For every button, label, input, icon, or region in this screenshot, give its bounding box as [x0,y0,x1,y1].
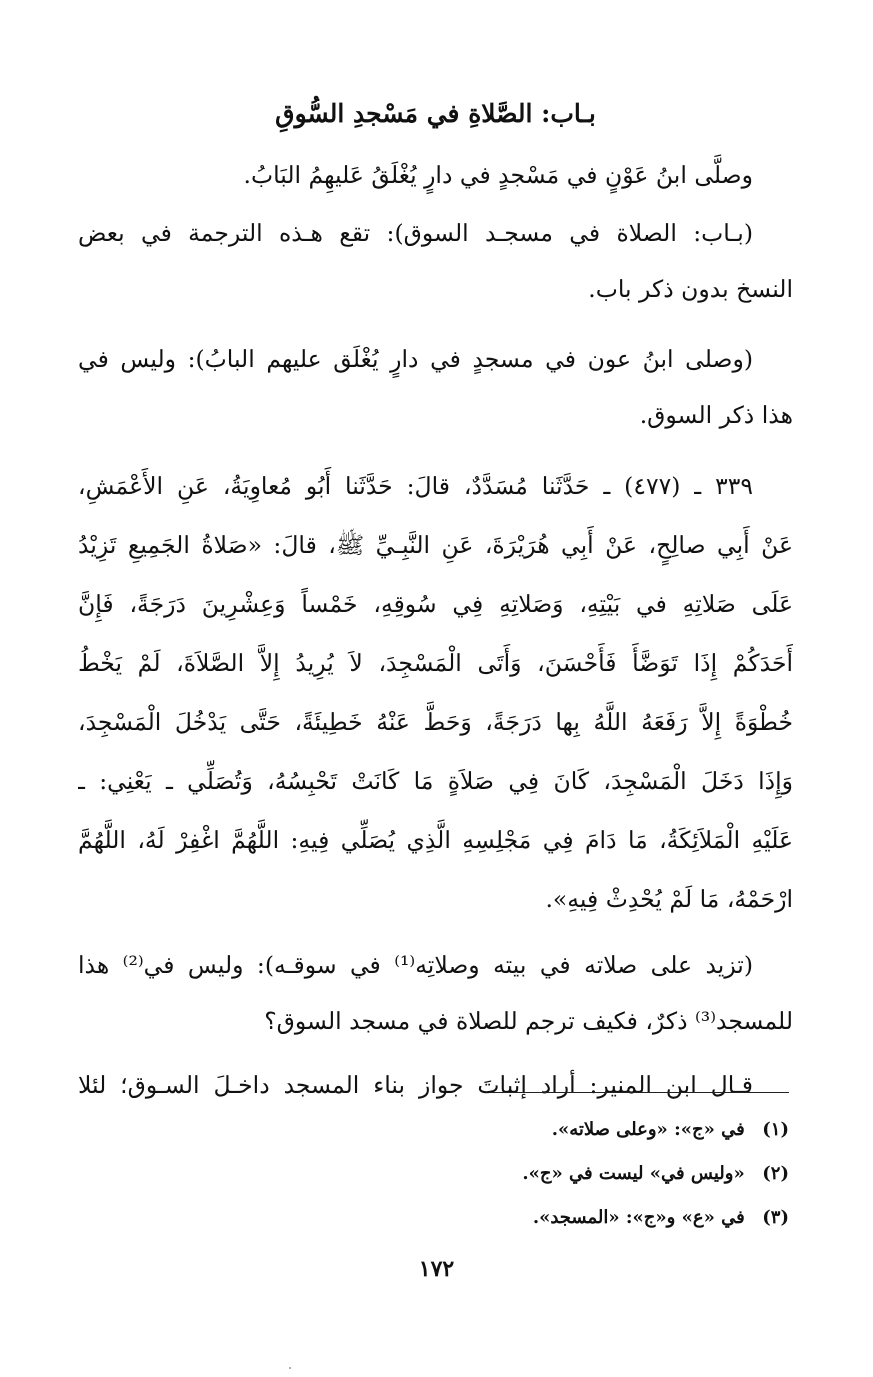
text-line: قـال ابن المنير: أراد إثباتَ جواز بناء المسجد داخـلَ السـوق؛ لئلا [78,1071,753,1099]
hadith-line: عَلَيْهِ الْمَلاَئِكَةُ، مَا دَامَ فِي مَجْلِسِهِ الَّذِي يُصَلِّي فِيهِ: اللَّهُمَّ اغْفِرْ لَهُ، اللَّهُمَّ [78,826,793,854]
text-line: (تزيد على صلاته في بيته وصلاتِه⁽¹⁾ في سوقـه): وليس في⁽²⁾ هذا [78,951,754,979]
footnote-number: (٢) [762,1163,789,1184]
hadith-line: عَلَى صَلاتِهِ في بَيْتِهِ، وَصَلاتِهِ فِي سُوقِهِ، خَمْساً وَعِشْرِينَ دَرَجَةً، فَإِنَّ [78,590,793,618]
footnote-number: (٣) [762,1207,789,1228]
text-line: (بـاب: الصلاة في مسجـد السوق): تقع هـذه الترجمة في بعض [78,219,753,247]
hadith-line: عَنْ أَبِي صالِحٍ، عَنْ أَبِي هُرَيْرَةَ، عَنِ النَّبِـيِّ ﷺ، قالَ: «صَلاةُ الجَمِيعِ تَزِيْدُ [78,531,793,559]
text-line: للمسجد⁽³⁾ ذكرٌ، فكيف ترجم للصلاة في مسجد السوق؟ [264,1007,793,1035]
text-line: وصلَّى ابنُ عَوْنٍ في مَسْجدٍ في دارٍ يُغْلَقُ عَليهِمُ البَابُ. [243,161,753,189]
speck-mark [289,1367,291,1369]
footnote-1 [389,1108,789,1152]
text-line: النسخ بدون ذكر باب. [588,275,793,303]
page-number: ١٧٢ [418,1256,455,1282]
hadith-line: أَحَدَكُمْ إِذَا تَوَضَّأَ فَأَحْسَنَ، وَأَتَى الْمَسْجِدَ، لاَ يُرِيدُ إِلاَّ الصَّلاَةَ، لَمْ يَخْطُ [78,649,793,677]
footnote-text: في «ج»: «وعلى صلاته». [551,1119,745,1140]
text-line: (وصلى ابنُ عون في مسجدٍ في دارٍ يُغْلَق عليهم البابُ): وليس في [78,345,753,373]
hadith-line: وَإِذَا دَخَلَ الْمَسْجِدَ، كَانَ فِي صَلاَةٍ مَا كَانَتْ تَحْبِسُهُ، وَتُصَلِّي ـ يَعْنِي: ـ [78,767,793,795]
page-body [78,90,793,1113]
footnotes [389,1108,789,1240]
footnote-2 [389,1152,789,1196]
text-line: هذا ذكر السوق. [639,401,793,429]
footnote-text: «وليس في» ليست في «ج». [522,1163,745,1184]
hadith-line: خُطْوَةً إِلاَّ رَفَعَهُ اللَّهُ بِها دَرَجَةً، وَحَطَّ عَنْهُ خَطِيئَةً، حَتَّى يَدْخُلَ الْمَسْجِدَ، [78,708,793,736]
footnote-3 [389,1196,789,1240]
chapter-heading: بـاب: الصَّلاةِ في مَسْجدِ السُّوقِ [275,99,596,128]
footnote-number: (١) [762,1119,789,1140]
hadith-line: ٣٣٩ ـ (٤٧٧) ـ حَدَّثَنا مُسَدَّدٌ، قالَ: حَدَّثَنا أَبُو مُعاوِيَةُ، عَنِ الأَعْمَشِ، [78,472,753,500]
footnote-text: في «ع» و«ج»: «المسجد». [532,1207,745,1228]
footnote-divider [489,1092,789,1093]
hadith-line: ارْحَمْهُ، مَا لَمْ يُحْدِثْ فِيهِ». [545,885,793,913]
